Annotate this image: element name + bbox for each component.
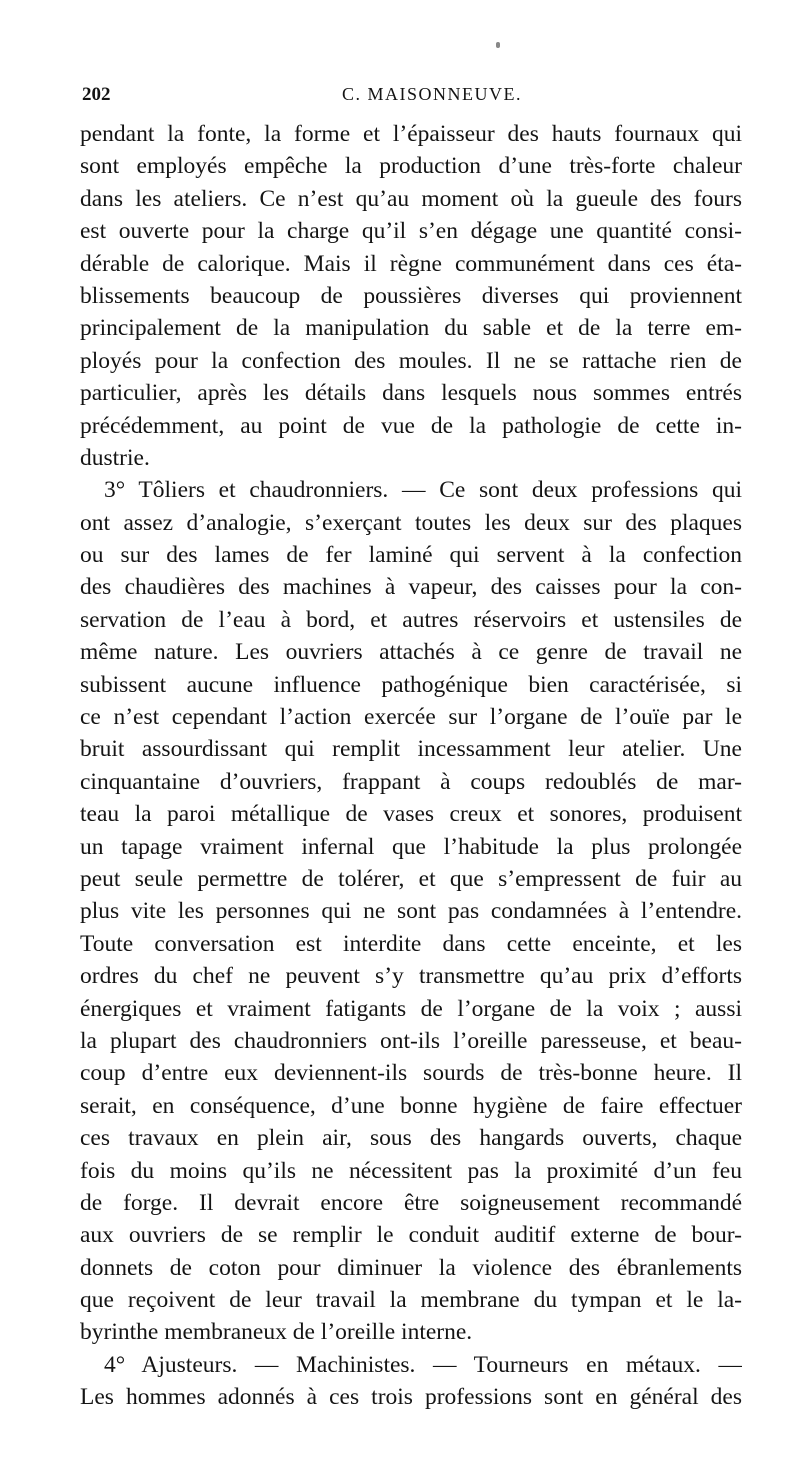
text-line: est ouverte pour la charge qu’il s’en dégage une quantité consi-	[80, 218, 742, 245]
text-line: plus vite les personnes qui ne sont pas condamnées à l’entendre.	[80, 898, 742, 925]
text-line: dustrie.	[80, 444, 150, 471]
text-line: coup d’entre eux deviennent-ils sourds de très-bonne heure. Il	[80, 1060, 742, 1087]
text-line: byrinthe membraneux de l’oreille interne.	[80, 1319, 473, 1346]
paper-speck	[496, 42, 500, 48]
text-line: ordres du chef ne peuvent s’y transmettre qu’au prix d’efforts	[80, 963, 742, 990]
text-line: sont employés empêche la production d’une très-forte chaleur	[80, 153, 742, 180]
page-number: 202	[82, 84, 111, 105]
text-line: ces travaux en plein air, sous des hangards ouverts, chaque	[80, 1125, 742, 1152]
running-head: C. MAISONNEUVE.	[342, 84, 522, 104]
text-line: de forge. Il devrait encore être soigneusement recommandé	[80, 1189, 742, 1216]
text-line: bruit assourdissant qui remplit incessamment leur atelier. Une	[80, 736, 742, 763]
text-line: que reçoivent de leur travail la membrane du tympan et le la-	[80, 1287, 742, 1314]
text-line: précédemment, au point de vue de la pathologie de cette in-	[80, 412, 742, 439]
text-line: serait, en conséquence, d’une bonne hygiène de faire effectuer	[80, 1092, 742, 1119]
text-line: ployés pour la confection des moules. Il ne se rattache rien de	[80, 347, 742, 374]
text-line: 4° Ajusteurs. — Machinistes. — Tourneurs en métaux. —	[104, 1351, 742, 1378]
text-line: fois du moins qu’ils ne nécessitent pas la proximité d’un feu	[80, 1157, 742, 1184]
body-text	[80, 118, 742, 1414]
text-line: ce n’est cependant l’action exercée sur l’organe de l’ouïe par le	[80, 704, 742, 731]
text-line: ou sur des lames de fer laminé qui servent à la confection	[80, 542, 742, 569]
text-line: ont assez d’analogie, s’exerçant toutes les deux sur des plaques	[80, 509, 742, 536]
text-line: énergiques et vraiment fatigants de l’organe de la voix ; aussi	[80, 995, 742, 1022]
page-header	[82, 84, 742, 114]
text-line: Toute conversation est interdite dans cette enceinte, et les	[80, 930, 742, 957]
text-line: teau la paroi métallique de vases creux et sonores, produisent	[80, 801, 742, 828]
text-line: un tapage vraiment infernal que l’habitude la plus prolongée	[80, 833, 742, 860]
text-line: des chaudières des machines à vapeur, des caisses pour la con-	[80, 574, 742, 601]
text-line: dérable de calorique. Mais il règne communément dans ces éta-	[80, 250, 742, 277]
text-line: pendant la fonte, la forme et l’épaisseur des hauts fournaux qui	[80, 121, 742, 147]
text-line: principalement de la manipulation du sable et de la terre em-	[80, 315, 742, 342]
text-line: Les hommes adonnés à ces trois professions sont en général des	[80, 1384, 742, 1411]
text-line: dans les ateliers. Ce n’est qu’au moment où la gueule des fours	[80, 185, 742, 212]
text-line: aux ouvriers de se remplir le conduit auditif externe de bour-	[80, 1222, 742, 1249]
text-line: 3° Tôliers et chaudronniers. — Ce sont deux professions qui	[104, 477, 742, 504]
text-line: servation de l’eau à bord, et autres réservoirs et ustensiles de	[80, 606, 742, 633]
text-line: même nature. Les ouvriers attachés à ce genre de travail ne	[80, 639, 742, 666]
text-line: peut seule permettre de tolérer, et que s’empressent de fuir au	[80, 865, 742, 892]
text-line: blissements beaucoup de poussières diverses qui proviennent	[80, 282, 742, 309]
text-line: cinquantaine d’ouvriers, frappant à coups redoublés de mar-	[80, 768, 742, 795]
text-line: subissent aucune influence pathogénique bien caractérisée, si	[80, 671, 742, 698]
text-line: donnets de coton pour diminuer la violence des ébranlements	[80, 1254, 742, 1281]
text-line: particulier, après les détails dans lesquels nous sommes entrés	[80, 380, 742, 407]
text-line: la plupart des chaudronniers ont-ils l’oreille paresseuse, et beau-	[80, 1027, 742, 1054]
